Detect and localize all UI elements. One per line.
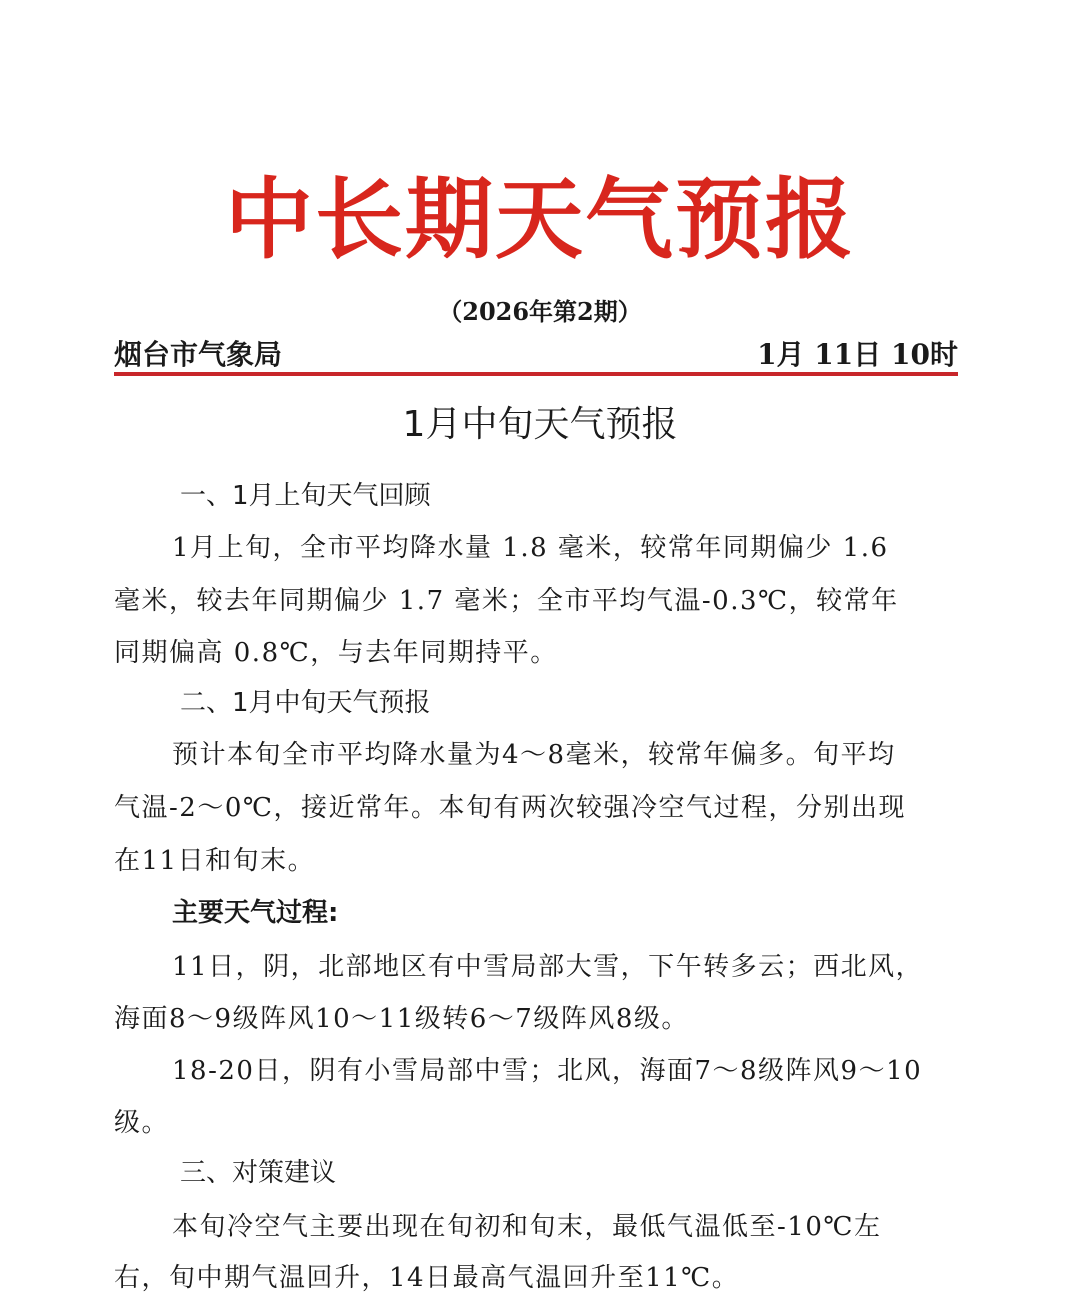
process-line: 18-20日，阴有小雪局部中雪；北风，海面7～8级阵风9～10 [172, 1056, 923, 1086]
process-line: 级。 [114, 1108, 170, 1138]
suggestion-line: 本旬冷空气主要出现在旬初和旬末，最低气温低至-10℃左 [172, 1212, 882, 1242]
heading-forecast: 二、1月中旬天气预报 [180, 688, 431, 718]
review-line: 毫米，较去年同期偏少 1.7 毫米；全市平均气温-0.3℃，较常年 [114, 586, 899, 616]
section-title: 1月中旬天气预报 [402, 404, 678, 445]
forecast-line: 预计本旬全市平均降水量为4～8毫米，较常年偏多。旬平均 [172, 740, 896, 770]
heading-review: 一、1月上旬天气回顾 [180, 481, 431, 511]
issue-date: 1月 11日 10时 [757, 338, 958, 371]
issuing-organization: 烟台市气象局 [114, 338, 283, 371]
red-divider [114, 372, 958, 376]
forecast-line: 气温-2～0℃，接近常年。本旬有两次较强冷空气过程，分别出现 [114, 793, 906, 823]
review-line: 1月上旬，全市平均降水量 1.8 毫米，较常年同期偏少 1.6 [172, 533, 889, 563]
heading-suggestions: 三、对策建议 [180, 1158, 337, 1188]
forecast-line: 在11日和旬末。 [114, 846, 316, 876]
process-line: 11日，阴，北部地区有中雪局部大雪，下午转多云；西北风， [172, 952, 924, 982]
document-title: 中长期天气预报 [224, 167, 855, 271]
suggestion-line: 右，旬中期气温回升，14日最高气温回升至11℃。 [114, 1263, 740, 1293]
process-line: 海面8～9级阵风10～11级转6～7级阵风8级。 [114, 1004, 689, 1034]
heading-weather-processes: 主要天气过程: [172, 898, 339, 928]
issue-number: （2026年第2期） [438, 297, 642, 326]
review-line: 同期偏高 0.8℃，与去年同期持平。 [114, 638, 558, 668]
